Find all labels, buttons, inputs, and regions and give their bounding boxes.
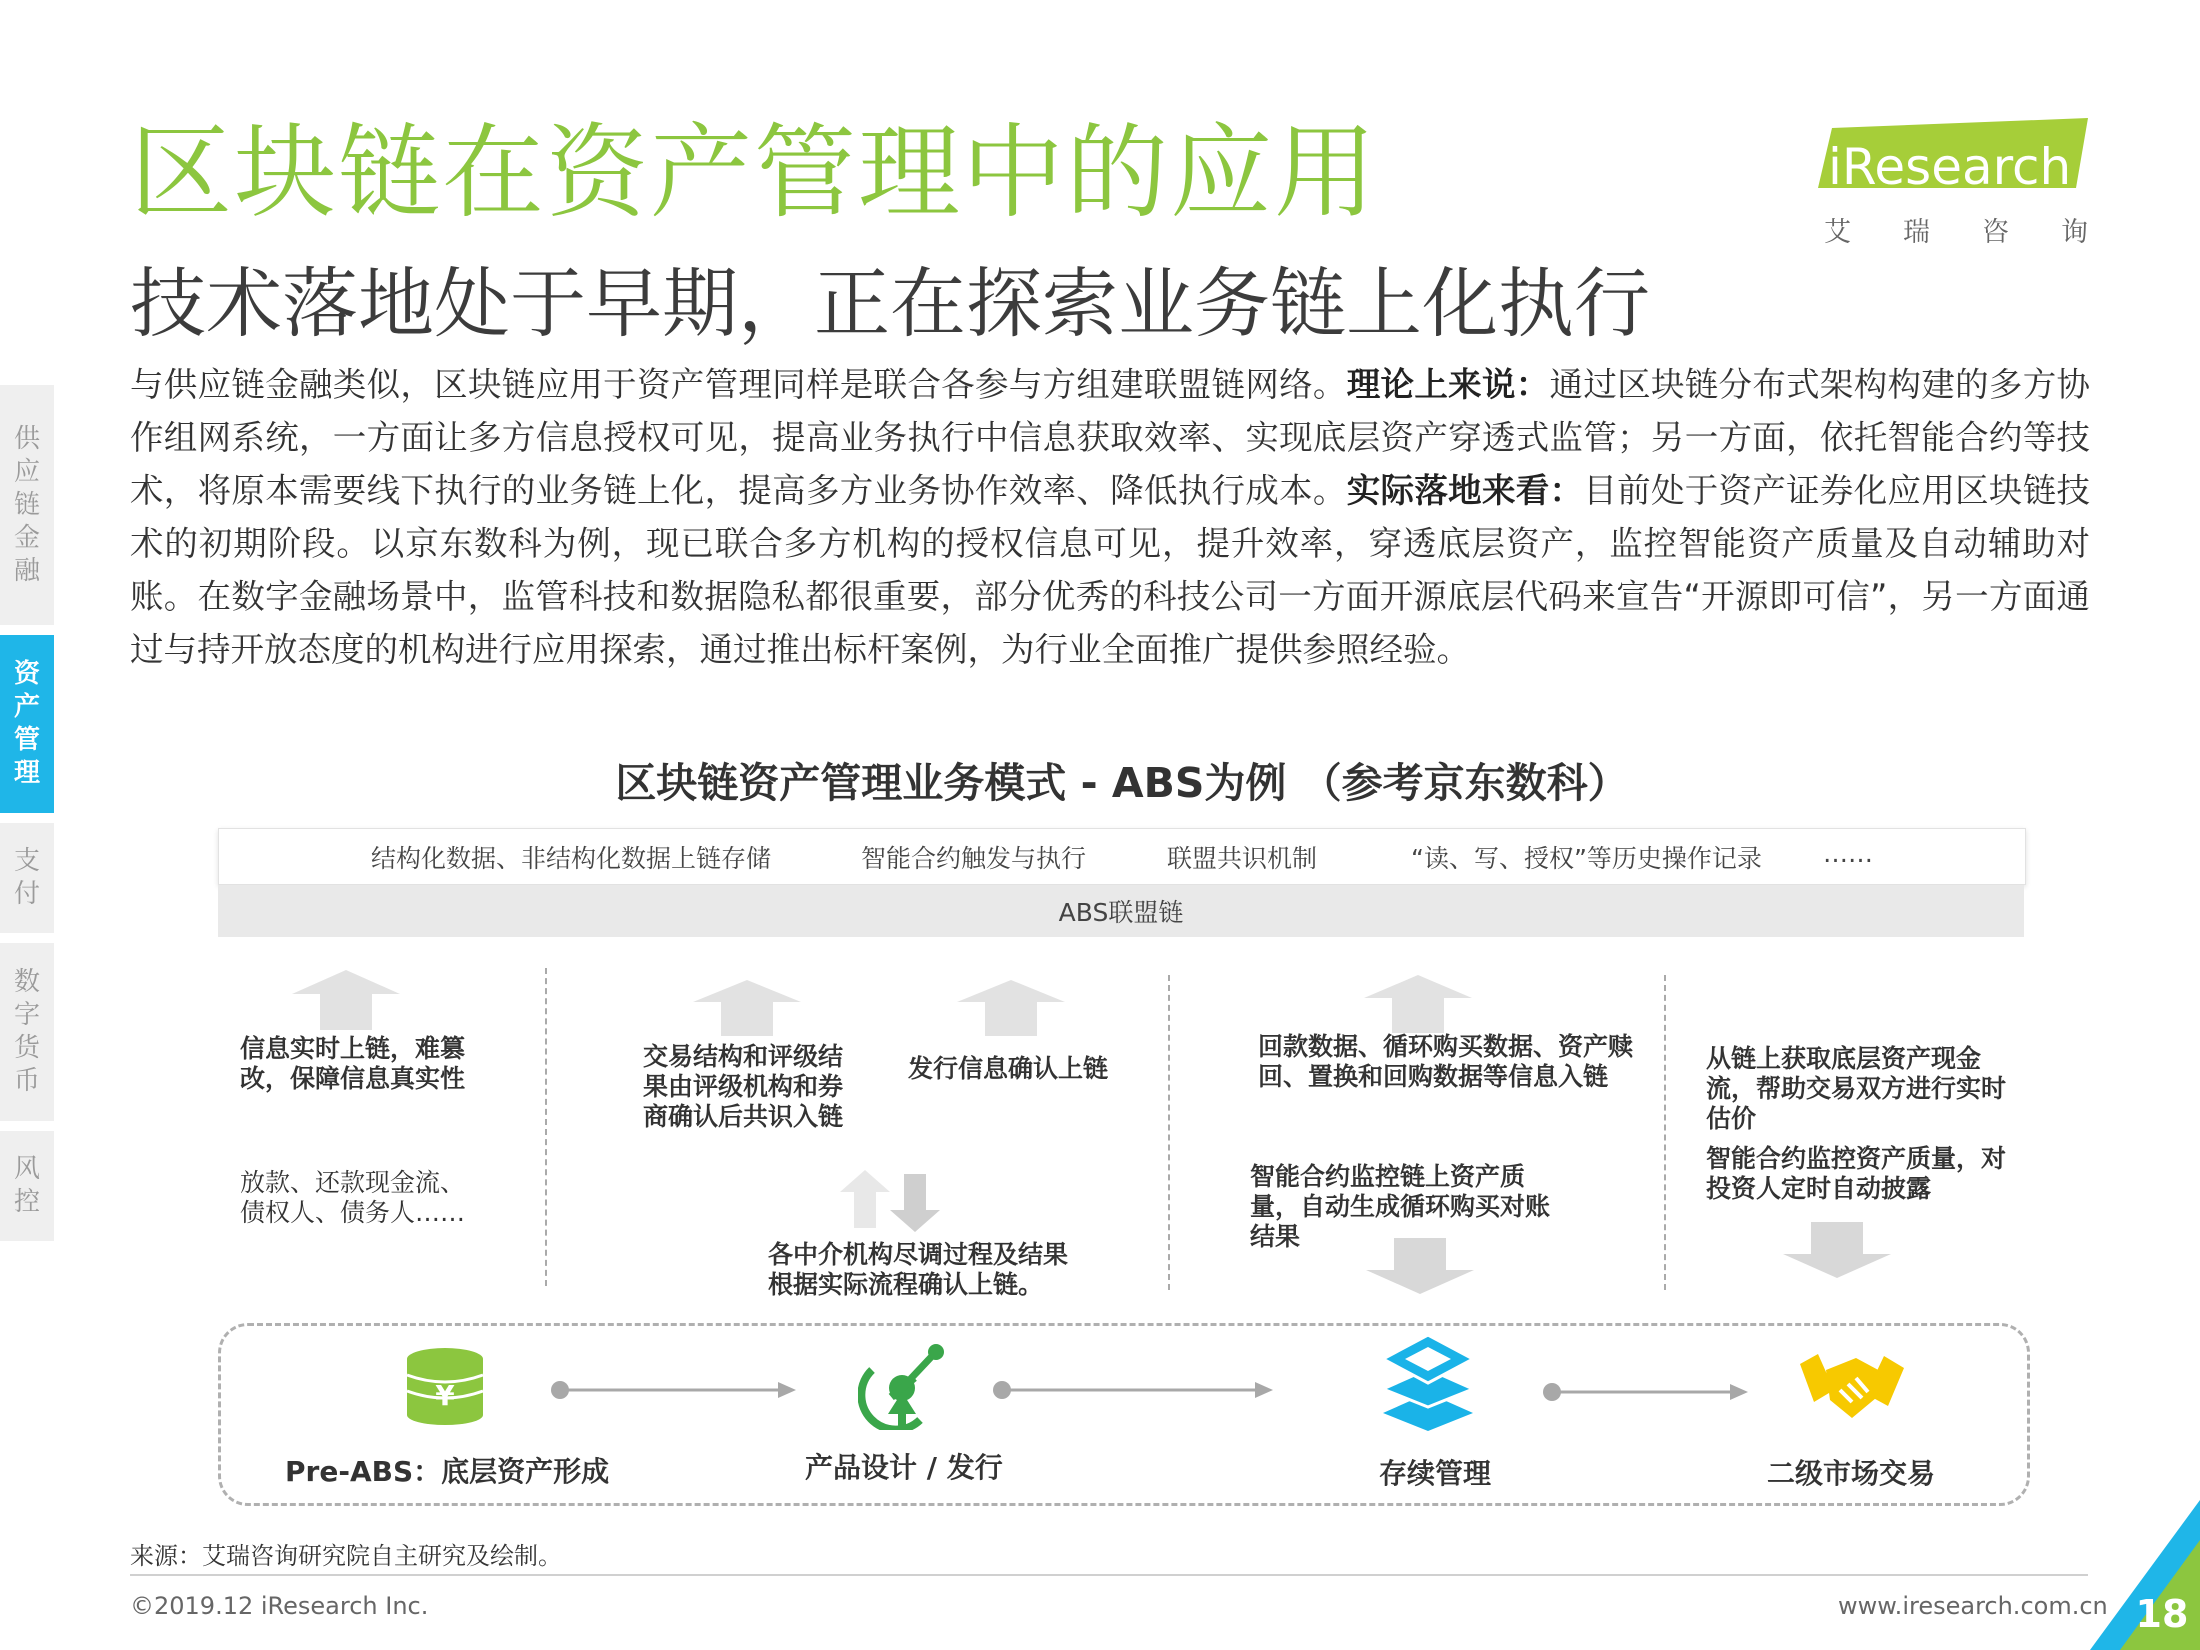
nav-item-char: 链 [13,489,40,520]
col2-lower-text: 各中介机构尽调过程及结果根据实际流程确认上链。 [768,1240,1069,1299]
band-item: 联盟共识机制 [1167,844,1318,873]
page-subtitle: 技术落地处于早期，正在探索业务链上化执行 [130,259,1650,348]
nav-item-char: 应 [13,456,40,487]
down-arrow-icon [1783,1222,1891,1278]
band-item: 智能合约触发与执行 [861,844,1087,873]
nav-item-char: 风 [13,1154,40,1184]
page-number: 18 [2135,1592,2189,1636]
copyright: ©2019.12 iResearch Inc. [130,1592,429,1620]
stage-label: 产品设计 / 发行 [805,1451,1003,1484]
flow-arrow-icon [548,1378,798,1402]
column-divider [1664,975,1666,1290]
nav-item-supply-chain-finance[interactable] [0,385,54,625]
diagram-title: 区块链资产管理业务模式 - ABS为例 （参考京东数科） [615,759,1629,807]
logo-char: 瑞 [1903,217,1930,248]
abs-consortium-chain-bar: ABS联盟链 [218,885,2024,937]
logo-char: 艾 [1824,217,1851,248]
col1-lower-text: 放款、还款现金流、债权人、债务人…… [240,1168,466,1227]
body-text-part: 通过区块链分布式架构构建的多方协作组网系统，一方面让多方信息授权可见，提高业务执行中信息获取效率、实现底层资产穿透式监管；另一方面，依托智能合约等技术，将原本需要线下执行的业务链上化，提高多方业务协作效率、降低执行成本。 [130,365,2091,510]
source-note: 来源：艾瑞咨询研究院自主研究及绘制。 [130,1542,562,1570]
body-paragraph [130,358,2090,676]
nav-item-digital-currency[interactable] [0,943,54,1121]
website-link[interactable]: www.iresearch.com.cn [1838,1592,2108,1620]
nav-item-char: 管 [13,725,40,755]
up-arrow-icon [1364,975,1472,1033]
svg-text:¥: ¥ [435,1379,455,1412]
col4-lower-text: 智能合约监控资产质量，对投资人定时自动披露 [1706,1144,2007,1203]
band-item: “读、写、授权”等历史操作记录 [1411,844,1762,873]
feature-band [218,828,2026,885]
col3-upper-text: 回款数据、循环购买数据、资产赎回、置换和回购数据等信息入链 [1258,1032,1634,1091]
logo-wordmark: iResearch [1828,138,2072,196]
band-item: …… [1823,839,1873,868]
col1-upper-text: 信息实时上链，难篡改，保障信息真实性 [240,1034,466,1093]
body-text-part: 与供应链金融类似，区块链应用于资产管理同样是联合各参与方组建联盟链网络。 [130,365,1347,404]
nav-item-char: 币 [13,1066,40,1096]
up-arrow-icon [292,970,400,1030]
column-divider [545,968,547,1286]
stage-label: Pre-ABS：底层资产形成 [285,1455,610,1488]
handshake-icon [1800,1350,1904,1420]
iresearch-logo [1818,118,2088,248]
footer-divider [130,1574,2088,1576]
body-bold-theory: 理论上来说： [1346,365,1550,404]
col2-right-text: 发行信息确认上链 [908,1054,1109,1083]
col4-upper-text: 从链上获取底层资产现金流，帮助交易双方进行实时估价 [1706,1044,2007,1133]
nav-item-char: 金 [13,522,40,553]
page-title: 区块链在资产管理中的应用 [130,114,1378,233]
satellite-icon [858,1340,950,1430]
nav-item-char: 理 [13,758,40,788]
stage-label: 存续管理 [1379,1457,1492,1490]
layers-icon [1383,1335,1473,1431]
nav-item-char: 字 [13,1000,40,1030]
coin-stack-icon [405,1347,485,1425]
logo-char: 咨 [1982,217,2009,248]
nav-item-char: 支 [13,846,40,876]
stage-label: 二级市场交易 [1767,1457,1936,1490]
column-divider [1168,975,1170,1290]
up-down-arrows-icon [840,1170,940,1232]
nav-item-char: 资 [13,659,40,689]
nav-item-char: 供 [13,423,40,454]
body-bold-practice: 实际落地来看： [1346,471,1584,510]
col2-left-text: 交易结构和评级结果由评级机构和券商确认后共识入链 [643,1042,844,1131]
up-arrow-icon [693,980,801,1036]
logo-char: 询 [2061,217,2088,248]
col3-lower-text: 智能合约监控链上资产质量，自动生成循环购买对账结果 [1250,1162,1551,1251]
nav-item-char: 融 [13,555,40,586]
nav-item-char: 付 [13,879,40,909]
nav-item-char: 货 [13,1033,40,1063]
up-arrow-icon [957,980,1065,1036]
nav-item-char: 产 [13,692,40,722]
nav-item-char: 数 [13,967,40,997]
band-item: 结构化数据、非结构化数据上链存储 [371,844,772,873]
flow-arrow-icon [1540,1380,1750,1404]
flow-arrow-icon [990,1378,1275,1402]
nav-item-payment[interactable] [0,823,54,933]
body-text-part: 目前处于资产证券化应用区块链技术的初期阶段。以京东数科为例，现已联合多方机构的授权信息可见，提升效率，穿透底层资产，监控智能资产质量及自动辅助对账。在数字金融场景中，监管科技和数据隐私都很重要，部分优秀的科技公司一方面开源底层代码来宣告“开源即可信”，另一方面通过与持开放态度的机构进行应用探索，通过推出标杆案例，为行业全面推广提供参照经验。 [130,471,2091,669]
nav-item-char: 控 [13,1187,40,1217]
nav-item-risk-control[interactable] [0,1131,54,1241]
logo-chinese [1824,210,2088,249]
